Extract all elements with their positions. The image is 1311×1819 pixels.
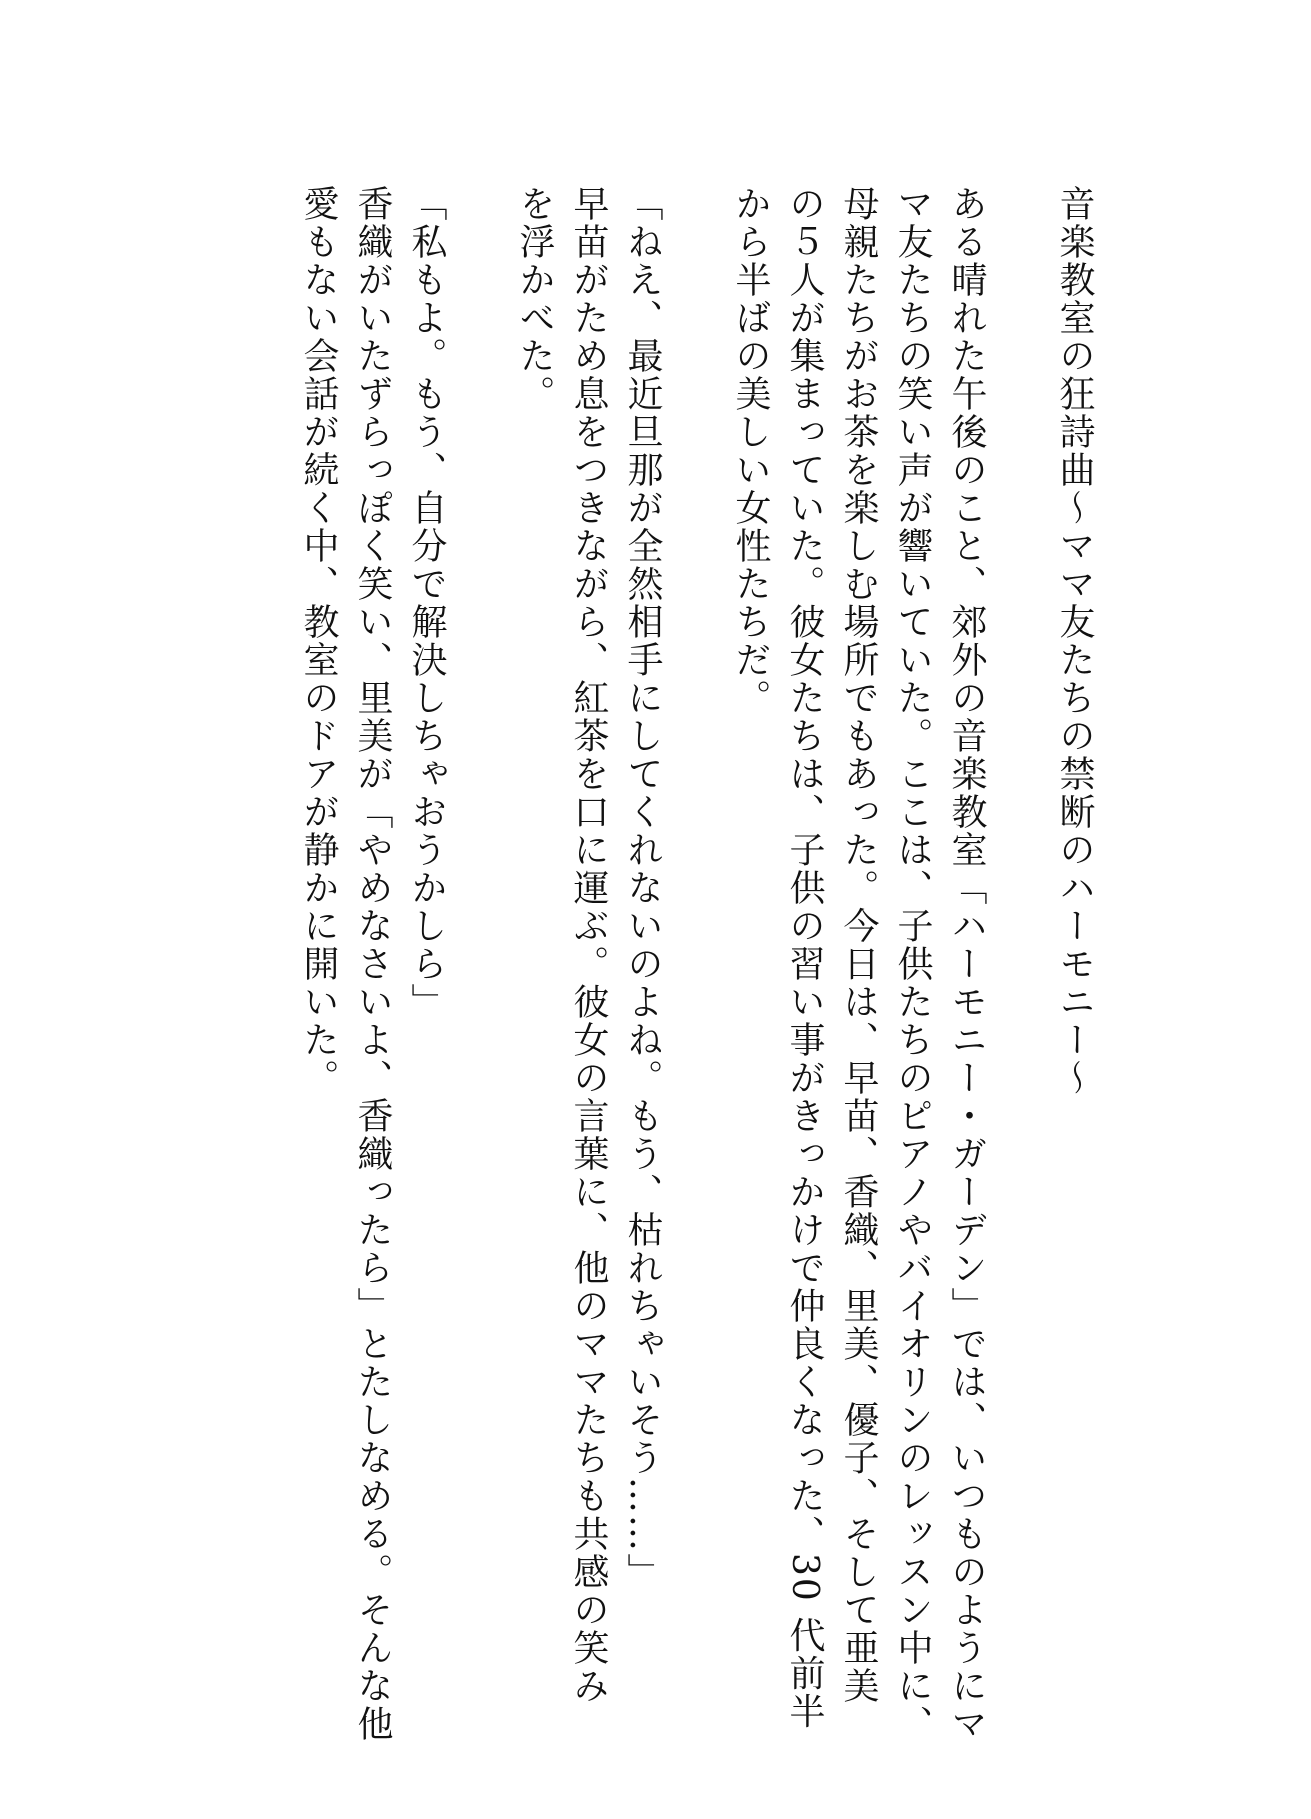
paragraph-1-line-4: の５人が集まっていた。彼女たちは、子供の習い事がきっかけで仲良くなった、30 代前半 (784, 185, 825, 1731)
document-title: 音楽教室の狂詩曲〜ママ友たちの禁断のハーモニー〜 (1054, 185, 1095, 1097)
paragraph-1-line-3: 母親たちがお茶を楽しむ場所でもあった。今日は、早苗、香織、里美、優子、そして亜美 (838, 185, 879, 1705)
paragraph-2-line-2: 早苗がため息をつきながら、紅茶を口に運ぶ。彼女の言葉に、他のママたちも共感の笑み (568, 185, 609, 1705)
paragraph-1-line-2: マ友たちの笑い声が響いていた。ここは、子供たちのピアノやバイオリンのレッスン中に、 (892, 185, 933, 1743)
paragraph-spacer (669, 185, 723, 1335)
paragraph-spacer (993, 185, 1047, 1335)
paragraph-3-line-1: 「私もよ。もう、自分で解決しちゃおうかしら」 (406, 185, 447, 1021)
paragraph-2-line-3: を浮かべた。 (514, 185, 555, 413)
paragraph-1-line-1: ある晴れた午後のこと、郊外の音楽教室「ハーモニー・ガーデン」では、いつものようにマ (946, 185, 987, 1743)
paragraph-2-line-1: 「ねえ、最近旦那が全然相手にしてくれないのよね。もう、枯れちゃいそう……」 (622, 185, 663, 1591)
paragraph-1-line-5: から半ばの美しい女性たちだ。 (730, 185, 771, 717)
vertical-text-body (291, 185, 1101, 1743)
paragraph-spacer (453, 185, 507, 1335)
paragraph-3-line-2: 香織がいたずらっぽく笑い、里美が「やめなさいよ、香織ったら」とたしなめる。そんな他 (352, 185, 393, 1743)
paragraph-3-line-3: 愛もない会話が続く中、教室のドアが静かに開いた。 (298, 185, 339, 1097)
